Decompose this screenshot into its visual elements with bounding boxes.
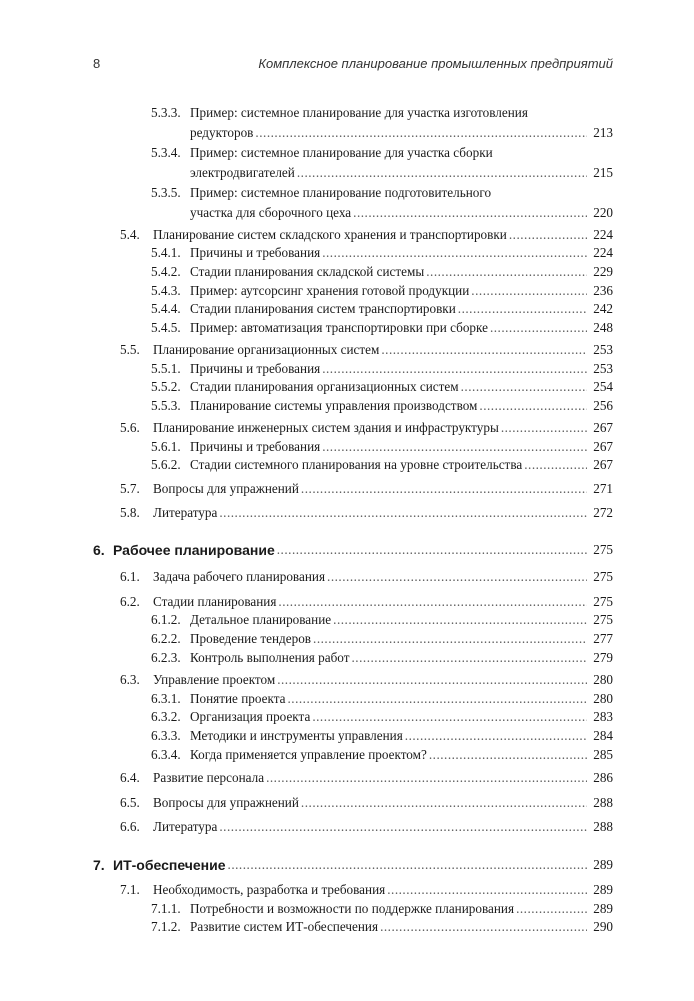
- toc-entry-title: Рабочее планирование: [113, 542, 275, 558]
- toc-entry[interactable]: [0, 649, 694, 667]
- toc-entry[interactable]: [0, 184, 694, 202]
- toc-entry[interactable]: [0, 881, 694, 899]
- dot-leader: [312, 708, 587, 726]
- dot-leader: [501, 419, 587, 437]
- toc-entry-number: 5.4.5.: [151, 320, 181, 335]
- toc-entry[interactable]: [0, 438, 694, 456]
- dot-leader: [516, 900, 587, 918]
- toc-page-number: 224: [593, 245, 613, 260]
- dot-leader: [458, 300, 587, 318]
- dot-leader: [333, 611, 587, 629]
- toc-entry-number: 5.4.1.: [151, 245, 181, 260]
- toc-entry-number: 5.3.5.: [151, 185, 181, 200]
- toc-entry-title: Причины и требования: [190, 439, 321, 454]
- toc-page-number: 254: [593, 379, 613, 394]
- toc-entry[interactable]: [0, 378, 694, 396]
- toc-page-number: 213: [593, 125, 613, 140]
- toc-entry[interactable]: [0, 727, 694, 745]
- toc-entry-number: 6.2.2.: [151, 631, 181, 646]
- toc-entry-number: 6.3.: [120, 672, 140, 687]
- toc-entry-title: Планирование организационных систем: [153, 342, 380, 357]
- dot-leader: [524, 456, 587, 474]
- toc-entry[interactable]: [0, 746, 694, 764]
- toc-entry-title: редукторов: [190, 125, 254, 140]
- toc-entry-number: 7.1.: [120, 882, 140, 897]
- toc-page-number: 280: [593, 691, 613, 706]
- toc-page-number: 275: [593, 542, 613, 557]
- toc-entry-number: 7.: [93, 857, 105, 873]
- toc-entry[interactable]: [0, 282, 694, 300]
- toc-page-number: 220: [593, 205, 613, 220]
- toc-entry-continuation[interactable]: [0, 124, 694, 142]
- toc-page-number: 272: [593, 505, 613, 520]
- toc-entry[interactable]: [0, 360, 694, 378]
- toc-entry-number: 5.6.2.: [151, 457, 181, 472]
- toc-entry-number: 7.1.2.: [151, 919, 181, 934]
- toc-page-number: 290: [593, 919, 613, 934]
- toc-entry-number: 6.1.: [120, 569, 140, 584]
- toc-entry-number: 6.3.3.: [151, 728, 181, 743]
- toc-entry[interactable]: [0, 593, 694, 611]
- toc-entry-title: Стадии планирования складской системы: [190, 264, 425, 279]
- toc-entry[interactable]: [0, 541, 694, 559]
- toc-page-number: 275: [593, 594, 613, 609]
- toc-entry-title: Пример: аутсорсинг хранения готовой продукции: [190, 283, 470, 298]
- toc-entry-title: Организация проекта: [190, 709, 311, 724]
- toc-entry-number: 7.1.1.: [151, 901, 181, 916]
- toc-entry-title: Управление проектом: [153, 672, 276, 687]
- toc-entry[interactable]: [0, 226, 694, 244]
- toc-entry-number: 5.8.: [120, 505, 140, 520]
- toc-entry-title: Детальное планирование: [190, 612, 332, 627]
- dot-leader: [490, 319, 587, 337]
- dot-leader: [509, 226, 587, 244]
- dot-leader: [277, 671, 587, 689]
- toc-page-number: 275: [593, 569, 613, 584]
- toc-entry[interactable]: [0, 504, 694, 522]
- toc-entry-continuation[interactable]: [0, 204, 694, 222]
- toc-entry-number: 6.3.1.: [151, 691, 181, 706]
- toc-entry-title: Вопросы для упражнений: [153, 795, 299, 810]
- toc-entry-number: 6.1.2.: [151, 612, 181, 627]
- dot-leader: [405, 727, 587, 745]
- dot-leader: [380, 918, 587, 936]
- toc-page-number: 289: [593, 857, 613, 872]
- toc-page-number: 277: [593, 631, 613, 646]
- dot-leader: [479, 397, 587, 415]
- toc-entry[interactable]: [0, 456, 694, 474]
- toc-entry[interactable]: [0, 319, 694, 337]
- toc-entry-title: электродвигателей: [190, 165, 295, 180]
- page-number: 8: [93, 56, 101, 71]
- toc-page-number: 229: [593, 264, 613, 279]
- toc-entry-title: ИТ-обеспечение: [113, 857, 226, 873]
- dot-leader: [322, 438, 587, 456]
- toc-entry-number: 5.4.3.: [151, 283, 181, 298]
- toc-entry[interactable]: [0, 480, 694, 498]
- toc-entry[interactable]: [0, 794, 694, 812]
- toc-page-number: 275: [593, 612, 613, 627]
- toc-entry-title: Необходимость, разработка и требования: [153, 882, 386, 897]
- toc-entry[interactable]: [0, 397, 694, 415]
- dot-leader: [322, 244, 587, 262]
- toc-entry-title: Развитие систем ИТ-обеспечения: [190, 919, 379, 934]
- dot-leader: [313, 630, 587, 648]
- toc-page-number: 242: [593, 301, 613, 316]
- toc-page-number: 284: [593, 728, 613, 743]
- toc-entry-number: 6.2.: [120, 594, 140, 609]
- dot-leader: [277, 541, 587, 559]
- toc-entry[interactable]: [0, 708, 694, 726]
- toc-entry-number: 5.6.: [120, 420, 140, 435]
- dot-leader: [301, 794, 587, 812]
- dot-leader: [322, 360, 587, 378]
- toc-entry-number: 5.3.4.: [151, 145, 181, 160]
- dot-leader: [219, 818, 587, 836]
- toc-entry-number: 5.6.1.: [151, 439, 181, 454]
- toc-page-number: 285: [593, 747, 613, 762]
- toc-entry-number: 5.7.: [120, 481, 140, 496]
- toc-page-number: 289: [593, 901, 613, 916]
- dot-leader: [461, 378, 587, 396]
- dot-leader: [471, 282, 587, 300]
- toc-page-number: 253: [593, 361, 613, 376]
- toc-page-number: 256: [593, 398, 613, 413]
- toc-entry-continuation[interactable]: [0, 164, 694, 182]
- toc-entry-title: Стадии системного планирования на уровне строительства: [190, 457, 523, 472]
- toc-page-number: 267: [593, 420, 613, 435]
- toc-entry[interactable]: [0, 769, 694, 787]
- toc-entry-title: Стадии планирования: [153, 594, 277, 609]
- toc-entry-title: Стадии планирования систем транспортировки: [190, 301, 456, 316]
- toc-entry-title: Развитие персонала: [153, 770, 265, 785]
- toc-entry[interactable]: [0, 690, 694, 708]
- toc-page-number: 253: [593, 342, 613, 357]
- toc-entry-number: 5.5.3.: [151, 398, 181, 413]
- toc-entry-title: Пример: системное планирование для участка сборки: [190, 145, 493, 160]
- dot-leader: [287, 690, 587, 708]
- toc-page-number: 215: [593, 165, 613, 180]
- toc-entry-title: Понятие проекта: [190, 691, 286, 706]
- toc-page-number: 267: [593, 439, 613, 454]
- dot-leader: [219, 504, 587, 522]
- toc-entry-title: Пример: системное планирование подготовительного: [190, 185, 492, 200]
- dot-leader: [278, 593, 587, 611]
- toc-entry[interactable]: [0, 611, 694, 629]
- dot-leader: [429, 746, 587, 764]
- toc-entry-title: Стадии планирования организационных систем: [190, 379, 459, 394]
- toc-page-number: 236: [593, 283, 613, 298]
- toc-entry-number: 6.3.2.: [151, 709, 181, 724]
- toc-entry-number: 6.6.: [120, 819, 140, 834]
- toc-page-number: 286: [593, 770, 613, 785]
- toc-entry-number: 5.4.: [120, 227, 140, 242]
- toc-page-number: 267: [593, 457, 613, 472]
- toc-entry[interactable]: [0, 419, 694, 437]
- toc-entry-title: Когда применяется управление проектом?: [190, 747, 427, 762]
- toc-entry-number: 6.4.: [120, 770, 140, 785]
- toc-entry-title: Литература: [153, 819, 218, 834]
- toc-entry[interactable]: [0, 818, 694, 836]
- toc-entry[interactable]: [0, 244, 694, 262]
- toc-entry-title: Причины и требования: [190, 245, 321, 260]
- toc-page-number: 280: [593, 672, 613, 687]
- toc-entry-number: 6.: [93, 542, 105, 558]
- toc-entry[interactable]: [0, 104, 694, 122]
- toc-entry-title: участка для сборочного цеха: [190, 205, 352, 220]
- toc-entry-title: Вопросы для упражнений: [153, 481, 299, 496]
- toc-entry[interactable]: [0, 263, 694, 281]
- toc-page-number: 224: [593, 227, 613, 242]
- toc-entry[interactable]: [0, 568, 694, 586]
- toc-entry-title: Задача рабочего планирования: [153, 569, 326, 584]
- toc-entry-title: Планирование инженерных систем здания и инфраструктуры: [153, 420, 499, 435]
- toc-entry-number: 5.5.1.: [151, 361, 181, 376]
- toc-entry-title: Потребности и возможности по поддержке планирования: [190, 901, 515, 916]
- dot-leader: [297, 164, 587, 182]
- toc-entry-title: Контроль выполнения работ: [190, 650, 350, 665]
- dot-leader: [352, 649, 588, 667]
- toc-entry[interactable]: [0, 900, 694, 918]
- toc-entry-title: Пример: системное планирование для участка изготовления: [190, 105, 528, 120]
- toc-entry-number: 5.5.2.: [151, 379, 181, 394]
- dot-leader: [255, 124, 587, 142]
- toc-page-number: 248: [593, 320, 613, 335]
- toc-entry-title: Методики и инструменты управления: [190, 728, 403, 743]
- dot-leader: [353, 204, 587, 222]
- toc-entry-title: Причины и требования: [190, 361, 321, 376]
- toc-entry[interactable]: [0, 300, 694, 318]
- toc-page-number: 288: [593, 795, 613, 810]
- toc-page-number: 283: [593, 709, 613, 724]
- toc-entry-number: 5.5.: [120, 342, 140, 357]
- toc-page-number: 288: [593, 819, 613, 834]
- dot-leader: [426, 263, 587, 281]
- toc-page-number: 271: [593, 481, 613, 496]
- toc-entry-title: Литература: [153, 505, 218, 520]
- toc-entry-number: 5.3.3.: [151, 105, 181, 120]
- toc-entry[interactable]: [0, 144, 694, 162]
- toc-entry[interactable]: [0, 630, 694, 648]
- toc-entry-title: Планирование системы управления производством: [190, 398, 478, 413]
- toc-entry[interactable]: [0, 671, 694, 689]
- dot-leader: [381, 341, 587, 359]
- running-title: Комплексное планирование промышленных предприятий: [258, 56, 613, 71]
- toc-entry-title: Планирование систем складского хранения и транспортировки: [153, 227, 507, 242]
- toc-entry-number: 6.3.4.: [151, 747, 181, 762]
- toc-entry[interactable]: [0, 341, 694, 359]
- dot-leader: [266, 769, 587, 787]
- dot-leader: [387, 881, 587, 899]
- toc-page-number: 279: [593, 650, 613, 665]
- toc-entry-title: Проведение тендеров: [190, 631, 312, 646]
- toc-entry-number: 6.5.: [120, 795, 140, 810]
- toc-entry-number: 5.4.4.: [151, 301, 181, 316]
- toc-entry[interactable]: [0, 856, 694, 874]
- dot-leader: [228, 856, 587, 874]
- toc-entry-number: 6.2.3.: [151, 650, 181, 665]
- toc-entry[interactable]: [0, 918, 694, 936]
- toc-entry-title: Пример: автоматизация транспортировки при сборке: [190, 320, 488, 335]
- toc-entry-number: 5.4.2.: [151, 264, 181, 279]
- dot-leader: [301, 480, 587, 498]
- toc-page-number: 289: [593, 882, 613, 897]
- dot-leader: [327, 568, 587, 586]
